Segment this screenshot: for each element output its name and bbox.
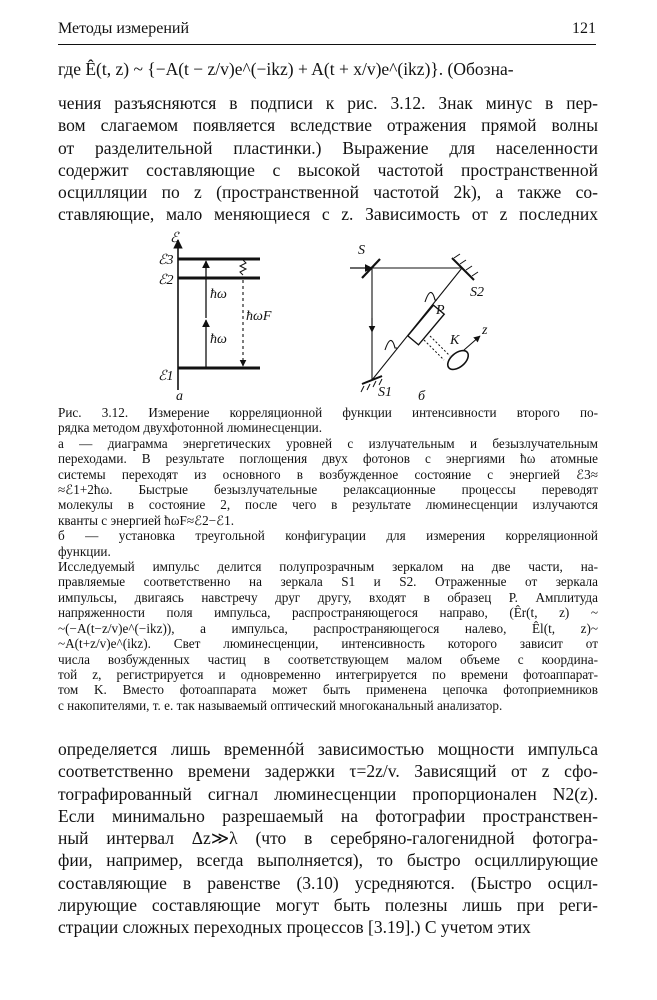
caption-line: молекулы в состояние 2, после чего в результате люминесценции излучаются bbox=[58, 497, 598, 513]
triangular-setup bbox=[350, 243, 488, 403]
running-header bbox=[58, 20, 596, 45]
text-line: осцилляции по z (пространственной частотой 2k), а также со- bbox=[58, 182, 598, 203]
energy-level-diagram bbox=[158, 231, 272, 403]
caption-line: правляемые соответственно на зеркала S1 и S2. Отраженные от зеркала bbox=[58, 574, 598, 590]
caption-line: а — диаграмма энергетических уровней с излучательным и безызлучательным bbox=[58, 435, 598, 451]
running-title: Методы измерений bbox=[58, 20, 189, 37]
caption-line: рядка методом двухфотонной люминесценции. bbox=[58, 420, 322, 436]
caption-line: числа возбужденных частиц в соответствующем малом объеме с координа- bbox=[58, 651, 598, 667]
caption-line: Рис. 3.12. Измерение корреляционной функции интенсивности второго по- bbox=[58, 405, 598, 420]
pulse-lower bbox=[385, 340, 397, 350]
label-hw-upper: ħω bbox=[210, 287, 227, 302]
figure-3-12 bbox=[140, 228, 520, 403]
label-e3: ℰ3 bbox=[158, 253, 174, 268]
text-line: тографированный сигнал люминесценции пропорционален N2(z). bbox=[58, 783, 598, 804]
body-paragraph-top bbox=[58, 58, 598, 226]
caption-line: кванты с энергией ħωF≈ℰ2−ℰ1. bbox=[58, 512, 235, 528]
text-line: страции сложных переходных процессов [3.19].) С учетом этих bbox=[58, 917, 531, 938]
text-line: от разделительной пластинки.) Выражение для населенности bbox=[58, 137, 598, 158]
label-part-b: б bbox=[418, 389, 426, 403]
caption-line: той z, регистрируется и одновременно интегрируется по времени фотоаппарат- bbox=[58, 666, 598, 682]
text-line: чения разъясняются в подписи к рис. 3.12. Знак минус в пер- bbox=[58, 93, 598, 113]
page-number: 121 bbox=[572, 20, 596, 37]
text-line: Если минимально разрешаемый на фотографии пространствен- bbox=[58, 805, 598, 826]
label-s1: S1 bbox=[378, 385, 392, 400]
label-p: P bbox=[436, 303, 445, 318]
caption-line: переходами. В результате поглощения двух фотонов с энергиями ħω атомные bbox=[58, 451, 598, 467]
label-hwf: ħωF bbox=[246, 309, 272, 324]
label-part-a: а bbox=[176, 389, 183, 403]
text-line: определяется лишь временнóй зависимостью мощности импульса bbox=[58, 739, 598, 759]
text-line: лирующие составляющие могут быть полезны лишь при реги- bbox=[58, 895, 598, 916]
text-line: составляющие в равенстве (3.10) усредняются. (Быстро осцил- bbox=[58, 872, 598, 893]
caption-line: том K. Вместо фотоаппарата может быть применена цепочка фотоприемников bbox=[58, 682, 598, 698]
caption-line: ~(−A(t−z/v)e^(−ikz)), а импульса, распространяющегося налево, Êl(t, z)~ bbox=[58, 620, 598, 636]
caption-line: ≈ℰ1+2ħω. Быстрые безызлучательные релаксационные процессы переводят bbox=[58, 482, 598, 498]
text-line: содержит составляющие с высокой частотой пространственной bbox=[58, 159, 598, 180]
relaxation-wavy-arrow bbox=[240, 260, 246, 275]
label-e2: ℰ2 bbox=[158, 273, 174, 288]
label-s2: S2 bbox=[470, 285, 484, 300]
luminescence-ray-1 bbox=[430, 336, 450, 356]
formula-line: где Ê(t, z) ~ {−A(t − z/v)e^(−ikz) + A(t + x/v)e^(ikz)}. (Обозна- bbox=[58, 59, 514, 79]
body-paragraph-bottom bbox=[58, 738, 598, 939]
label-hw-lower: ħω bbox=[210, 332, 227, 347]
z-axis-arrow bbox=[464, 336, 480, 350]
figure-caption bbox=[58, 405, 598, 713]
text-line: ный интервал Δz≫λ (что в серебряно-галогенидной фотогра- bbox=[58, 828, 598, 849]
label-s: S bbox=[358, 243, 365, 258]
text-line: вом слагаемом появляется вследствие отражения прямой волны bbox=[58, 115, 598, 136]
figure-diagram bbox=[140, 228, 520, 403]
label-k: K bbox=[450, 333, 460, 348]
label-z: z bbox=[482, 323, 488, 338]
text-line: ставляющие, мало меняющиеся с z. Зависимость от z последних bbox=[58, 204, 598, 225]
label-energy-axis: ℰ bbox=[170, 231, 179, 246]
caption-line: функции. bbox=[58, 543, 111, 559]
caption-line: импульсы, двигаясь навстречу друг другу, входят в образец P. Амплитуда bbox=[58, 589, 598, 605]
caption-line: системы переходят из основного в возбужденное состояние с энергией ℰ3≈ bbox=[58, 466, 598, 482]
text-line: фии, например, всегда выполняется), то быстро осциллирующие bbox=[58, 850, 598, 871]
caption-line: Исследуемый импульс делится полупрозрачным зеркалом на две части, на- bbox=[58, 559, 598, 575]
text-line: соответственно времени задержки τ=2z/v. Зависящий от z сфо- bbox=[58, 761, 598, 782]
caption-line: б — установка треугольной конфигурации для измерения корреляционной bbox=[58, 528, 598, 544]
caption-line: напряженности поля импульса, распространяющегося направо, (Êr(t, z) ~ bbox=[58, 605, 598, 621]
luminescence-ray-2 bbox=[424, 340, 444, 360]
caption-line: ~A(t+z/v)e^(ikz). Свет люминесценции, интенсивность которого зависит от bbox=[58, 636, 598, 652]
label-e1: ℰ1 bbox=[158, 369, 174, 384]
caption-line: с накопителями, т. е. так называемый оптический многоканальный анализатор. bbox=[58, 697, 503, 713]
camera-k bbox=[444, 347, 471, 373]
